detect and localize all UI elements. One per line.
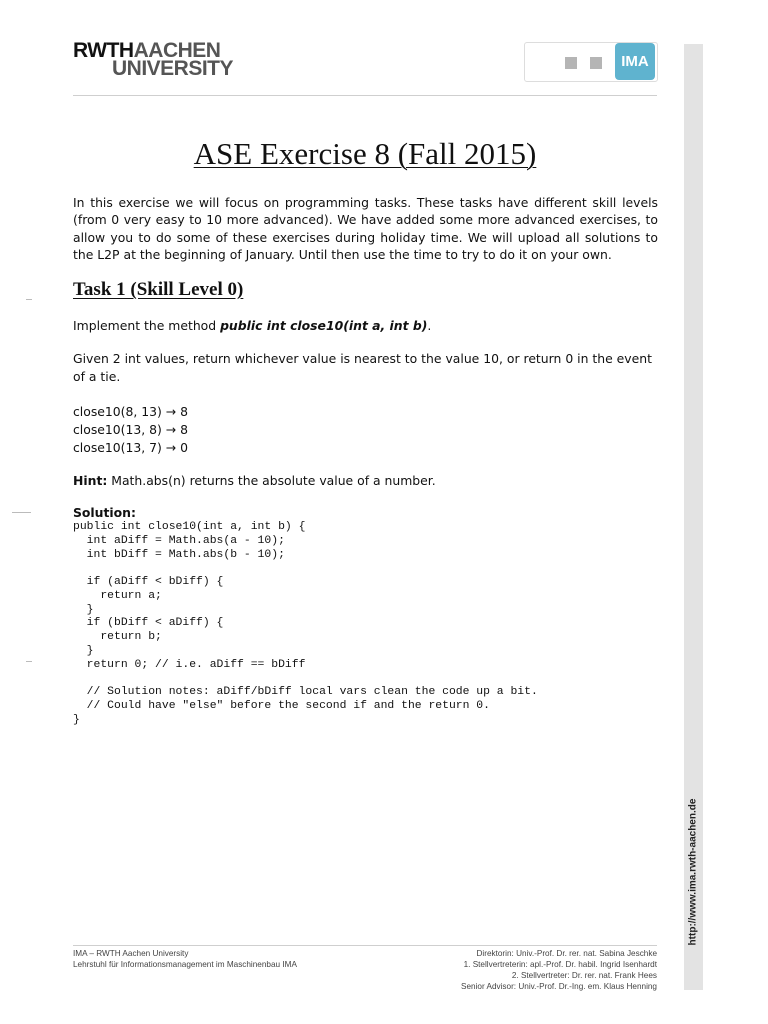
hint-text: Math.abs(n) returns the absolute value of a number. <box>107 473 436 488</box>
implement-instruction <box>73 317 658 335</box>
footer-right <box>461 948 657 992</box>
footer-right-line: Senior Advisor: Univ.-Prof. Dr.-Ing. em. Klaus Henning <box>461 982 657 991</box>
logo-rwth-text: RWTH <box>73 39 134 62</box>
footer-left <box>73 948 297 970</box>
margin-tick <box>12 512 31 513</box>
implement-prefix: Implement the method <box>73 318 221 333</box>
margin-tick <box>26 299 32 300</box>
logo-square-2 <box>590 57 602 69</box>
page-title: ASE Exercise 8 (Fall 2015) <box>193 136 537 171</box>
footer-left-line: IMA – RWTH Aachen University <box>73 949 189 958</box>
example-3: close10(13, 7) → 0 <box>73 440 189 455</box>
example-2: close10(13, 8) → 8 <box>73 422 189 437</box>
task-description: Given 2 int values, return whichever value is nearest to the value 10, or return 0 in the event of a tie. <box>73 351 652 384</box>
implement-suffix: . <box>427 318 432 333</box>
footer-right-line: 2. Stellvertreter: Dr. rer. nat. Frank Hees <box>511 971 657 980</box>
solution-label: Solution: <box>73 505 136 520</box>
intro-paragraph: In this exercise we will focus on programming tasks. These tasks have different skill levels (from 0 very easy to 10 more advanced). We have added some more advanced exercises, to allow you to do some of these exercises during holiday time. We will upload all solutions to the L2P at the beginning of January. Until then use the time to try to do it on your own. <box>73 195 658 262</box>
footer-left-line: Lehrstuhl für Informationsmanagement im Maschinenbau IMA <box>73 960 297 969</box>
sidebar-url: http://www.ima.rwth-aachen.de <box>687 798 699 946</box>
solution-code: public int close10(int a, int b) { int aDiff = Math.abs(a - 10); int bDiff = Math.abs(b - 10); if (aDiff < bDiff) { return a; } if (bDiff < aDiff) { return b; } return 0; // i.e. aDiff == bDiff // Solution notes: aDiff/bDiff local vars clean the code up a bit. // Could have "else" before the second if and the return 0. } <box>73 521 538 726</box>
hint <box>73 472 658 490</box>
hint-label: Hint: <box>73 473 108 488</box>
example-1: close10(8, 13) → 8 <box>73 404 189 419</box>
footer-divider <box>73 945 657 946</box>
logo-university-text: UNIVERSITY <box>112 57 234 80</box>
logo-aachen-text: AACHEN <box>133 39 221 62</box>
method-signature: public int close10(int a, int b) <box>220 318 428 333</box>
logo-square-1 <box>565 57 577 69</box>
footer-right-line: 1. Stellvertreterin: apl.-Prof. Dr. habil. Ingrid Isenhardt <box>463 960 657 969</box>
task-heading: Task 1 (Skill Level 0) <box>73 279 244 300</box>
header-divider <box>73 95 657 96</box>
margin-tick <box>26 661 32 662</box>
footer-right-line: Direktorin: Univ.-Prof. Dr. rer. nat. Sabina Jeschke <box>476 949 657 958</box>
ima-logo: IMA <box>615 43 655 80</box>
